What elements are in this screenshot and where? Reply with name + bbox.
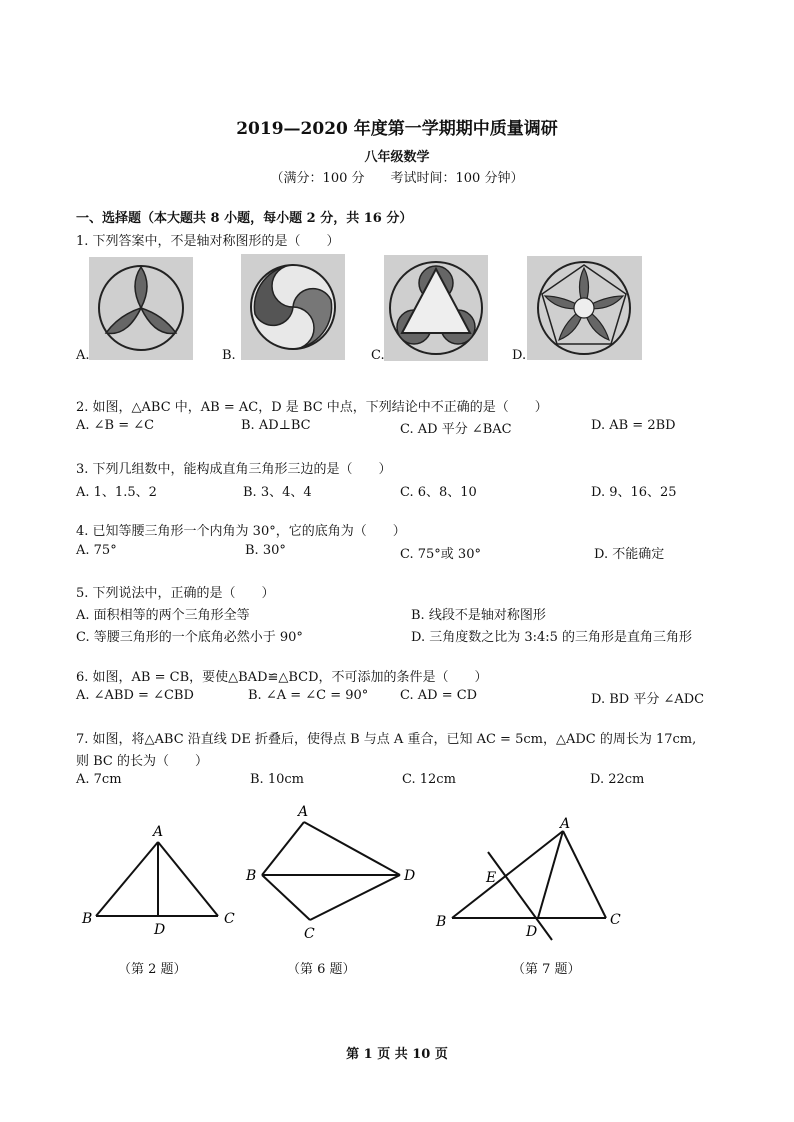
q1-option-d[interactable]: D. (512, 348, 527, 363)
fig6-caption: （第 6 题） (287, 962, 356, 977)
q4-option-a[interactable]: A. 75° (76, 543, 117, 558)
q6-option-c[interactable]: C. AD = CD (400, 688, 478, 703)
q4-stem: 4. 已知等腰三角形一个内角为 30°，它的底角为（ ） (76, 524, 406, 539)
q2-option-c[interactable]: C. AD 平分 ∠BAC (400, 422, 512, 437)
three-leaf-icon (89, 257, 193, 360)
fig7-label-b: B (436, 914, 447, 930)
q3-option-b[interactable]: B. 3、4、4 (243, 485, 312, 500)
fig6-label-c: C (304, 926, 315, 942)
fig7-label-d: D (526, 924, 538, 940)
q7-option-a[interactable]: A. 7cm (76, 772, 122, 787)
star-flower-icon (527, 256, 642, 360)
q3-option-c[interactable]: C. 6、8、10 (400, 485, 477, 500)
q6-option-d[interactable]: D. BD 平分 ∠ADC (591, 692, 705, 707)
q3-option-d[interactable]: D. 9、16、25 (591, 485, 677, 500)
q2-option-a[interactable]: A. ∠B = ∠C (76, 418, 155, 433)
geometry-figures (70, 800, 670, 950)
page-title: 2019—2020 年度第一学期期中质量调研 (236, 119, 558, 139)
fig2-label-c: C (224, 911, 235, 927)
q5-option-d[interactable]: D. 三角度数之比为 3:4:5 的三角形是直角三角形 (411, 630, 693, 645)
fig6-label-b: B (246, 868, 257, 884)
q4-option-d[interactable]: D. 不能确定 (594, 547, 665, 562)
q5-option-c[interactable]: C. 等腰三角形的一个底角必然小于 90° (76, 630, 303, 645)
q6-stem: 6. 如图，AB = CB，要使△BAD≌△BCD，不可添加的条件是（ ） (76, 670, 488, 685)
fig7-label-e: E (486, 870, 497, 886)
q5-option-b[interactable]: B. 线段不是轴对称图形 (411, 608, 546, 623)
q1-figure-d (527, 256, 642, 360)
q7-option-c[interactable]: C. 12cm (402, 772, 456, 787)
q1-stem: 1. 下列答案中，不是轴对称图形的是（ ） (76, 234, 340, 249)
q3-option-a[interactable]: A. 1、1.5、2 (76, 485, 157, 500)
q1-figure-b (241, 254, 345, 360)
exam-info: （满分：100 分 考试时间：100 分钟） (270, 171, 524, 186)
fig7-triangle (435, 816, 621, 940)
fig2-label-d: D (154, 922, 166, 938)
fig6-label-a: A (298, 804, 309, 820)
q1-option-b[interactable]: B. (222, 348, 236, 363)
page-number: 第 1 页 共 10 页 (346, 1047, 448, 1062)
fig7-label-c: C (610, 912, 621, 928)
q2-option-d[interactable]: D. AB = 2BD (591, 418, 676, 433)
q4-option-b[interactable]: B. 30° (245, 543, 286, 558)
fig6-label-d: D (404, 868, 416, 884)
q1-option-c[interactable]: C. (371, 348, 385, 363)
fig2-caption: （第 2 题） (118, 962, 187, 977)
q6-option-a[interactable]: A. ∠ABD = ∠CBD (76, 688, 194, 703)
q6-option-b[interactable]: B. ∠A = ∠C = 90° (248, 688, 369, 703)
q2-stem: 2. 如图，△ABC 中，AB = AC，D 是 BC 中点，下列结论中不正确的是（ ） (76, 400, 548, 415)
q7-stem-line2: 则 BC 的长为（ ） (76, 754, 209, 769)
q5-option-a[interactable]: A. 面积相等的两个三角形全等 (76, 608, 250, 623)
section-heading: 一、选择题（本大题共 8 小题，每小题 2 分，共 16 分） (76, 211, 413, 226)
q3-stem: 3. 下列几组数中，能构成直角三角形三边的是（ ） (76, 462, 392, 477)
q1-figure-c (384, 255, 488, 361)
triangle-circles-icon (384, 255, 488, 361)
fig2-triangle (81, 824, 235, 938)
q1-figure-a (89, 257, 193, 360)
q7-stem-line1: 7. 如图，将△ABC 沿直线 DE 折叠后，使得点 B 与点 A 重合，已知 AC = 5cm，△ADC 的周长为 17cm, (76, 732, 697, 747)
fig7-caption: （第 7 题） (512, 962, 581, 977)
q4-option-c[interactable]: C. 75°或 30° (400, 547, 481, 562)
fig6-kite (245, 804, 415, 942)
fig7-label-a: A (560, 816, 571, 832)
fig2-label-a: A (153, 824, 164, 840)
fig2-label-b: B (82, 911, 93, 927)
q7-option-d[interactable]: D. 22cm (590, 772, 645, 787)
q1-option-a[interactable]: A. (76, 348, 90, 363)
yin-yang-icon (241, 254, 345, 360)
q5-stem: 5. 下列说法中，正确的是（ ） (76, 586, 275, 601)
q2-option-b[interactable]: B. AD⊥BC (241, 418, 311, 433)
subject-title: 八年级数学 (364, 150, 430, 165)
q7-option-b[interactable]: B. 10cm (250, 772, 304, 787)
